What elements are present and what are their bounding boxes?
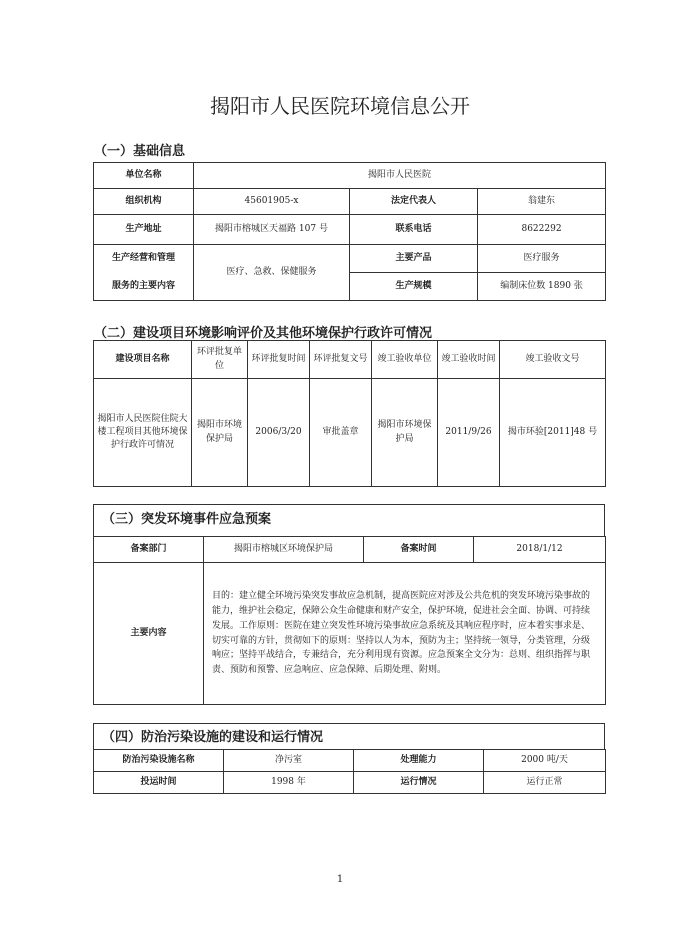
eia-number-cell: 审批盖章 (310, 379, 372, 487)
page-title: 揭阳市人民医院环境信息公开 (210, 94, 470, 118)
address-label: 生产地址 (94, 215, 194, 245)
acceptance-number-cell: 揭市环验[2011]48 号 (500, 379, 606, 487)
product-value: 医疗服务 (478, 245, 606, 273)
product-label: 主要产品 (350, 245, 478, 273)
col-project-name: 建设项目名称 (94, 341, 192, 379)
business-value: 医疗、急救、保健服务 (194, 245, 350, 301)
section-3-header (93, 504, 605, 536)
acceptance-time-cell: 2011/9/26 (438, 379, 500, 487)
business-label-1: 生产经营和管理 (94, 245, 194, 273)
eia-time-cell: 2006/3/20 (248, 379, 310, 487)
filing-dept-value: 揭阳市榕城区环境保护局 (204, 537, 364, 563)
col-acceptance-unit: 竣工验收单位 (372, 341, 438, 379)
section-3-heading: （三）突发环境事件应急预案 (102, 512, 272, 527)
project-name-cell: 揭阳市人民医院住院大楼工程项目其他环境保护行政许可情况 (94, 379, 192, 487)
content-value: 目的：建立健全环境污染突发事故应急机制，提高医院应对涉及公共危机的突发环境污染事故的能力，维护社会稳定，保障公众生命健康和财产安全，保护环境，促进社会全面、协调、可持续发展。工作原则：医院在建立突发性环境污染事故应急系统及其响应程序时，应本着实事求是、切实可靠的方针，贯彻如下的原则：坚持以人为本，预防为主；坚持统一领导，分类管理，分级响应；坚持平战结合，专兼结合，充分利用现有资源。应急预案全文分为：总则、组织指挥与职责、预防和预警、应急响应、应急保障、后期处理、附则。 (204, 563, 606, 705)
section-2-heading: （二）建设项目环境影响评价及其他环境保护行政许可情况 (94, 326, 433, 341)
org-code-label: 组织机构 (94, 189, 194, 215)
eia-unit-cell: 揭阳市环境保护局 (192, 379, 248, 487)
unit-name-label: 单位名称 (94, 163, 194, 189)
facility-label: 防治污染设施名称 (94, 750, 224, 772)
basic-info-table (93, 162, 606, 301)
legal-rep-label: 法定代表人 (350, 189, 478, 215)
section-4-heading: （四）防治污染设施的建设和运行情况 (102, 730, 324, 745)
capacity-value: 2000 吨/天 (484, 750, 606, 772)
acceptance-unit-cell: 揭阳市环境保护局 (372, 379, 438, 487)
pollution-facility-table (93, 749, 606, 794)
filing-dept-label: 备案部门 (94, 537, 204, 563)
filing-time-value: 2018/1/12 (474, 537, 606, 563)
legal-rep-value: 翁建东 (478, 189, 606, 215)
eia-table (93, 340, 606, 487)
org-code-value: 45601905-x (194, 189, 350, 215)
business-label-2: 服务的主要内容 (94, 273, 194, 301)
table-row (94, 379, 606, 487)
col-acceptance-time: 竣工验收时间 (438, 341, 500, 379)
status-label: 运行情况 (354, 772, 484, 794)
col-eia-time: 环评批复时间 (248, 341, 310, 379)
address-value: 揭阳市榕城区天福路 107 号 (194, 215, 350, 245)
col-eia-unit: 环评批复单位 (192, 341, 248, 379)
content-label: 主要内容 (94, 563, 204, 705)
col-eia-number: 环评批复文号 (310, 341, 372, 379)
emergency-plan-table (93, 536, 606, 705)
phone-label: 联系电话 (350, 215, 478, 245)
scale-label: 生产规模 (350, 273, 478, 301)
page-number: 1 (336, 874, 344, 885)
scale-value: 编制床位数 1890 张 (478, 273, 606, 301)
col-acceptance-number: 竣工验收文号 (500, 341, 606, 379)
unit-name-value: 揭阳市人民医院 (194, 163, 606, 189)
capacity-label: 处理能力 (354, 750, 484, 772)
section-1-heading: （一）基础信息 (94, 144, 186, 159)
filing-time-label: 备案时间 (364, 537, 474, 563)
status-value: 运行正常 (484, 772, 606, 794)
facility-value: 净污室 (224, 750, 354, 772)
start-time-value: 1998 年 (224, 772, 354, 794)
section-4-header (93, 723, 605, 749)
start-time-label: 投运时间 (94, 772, 224, 794)
phone-value: 8622292 (478, 215, 606, 245)
